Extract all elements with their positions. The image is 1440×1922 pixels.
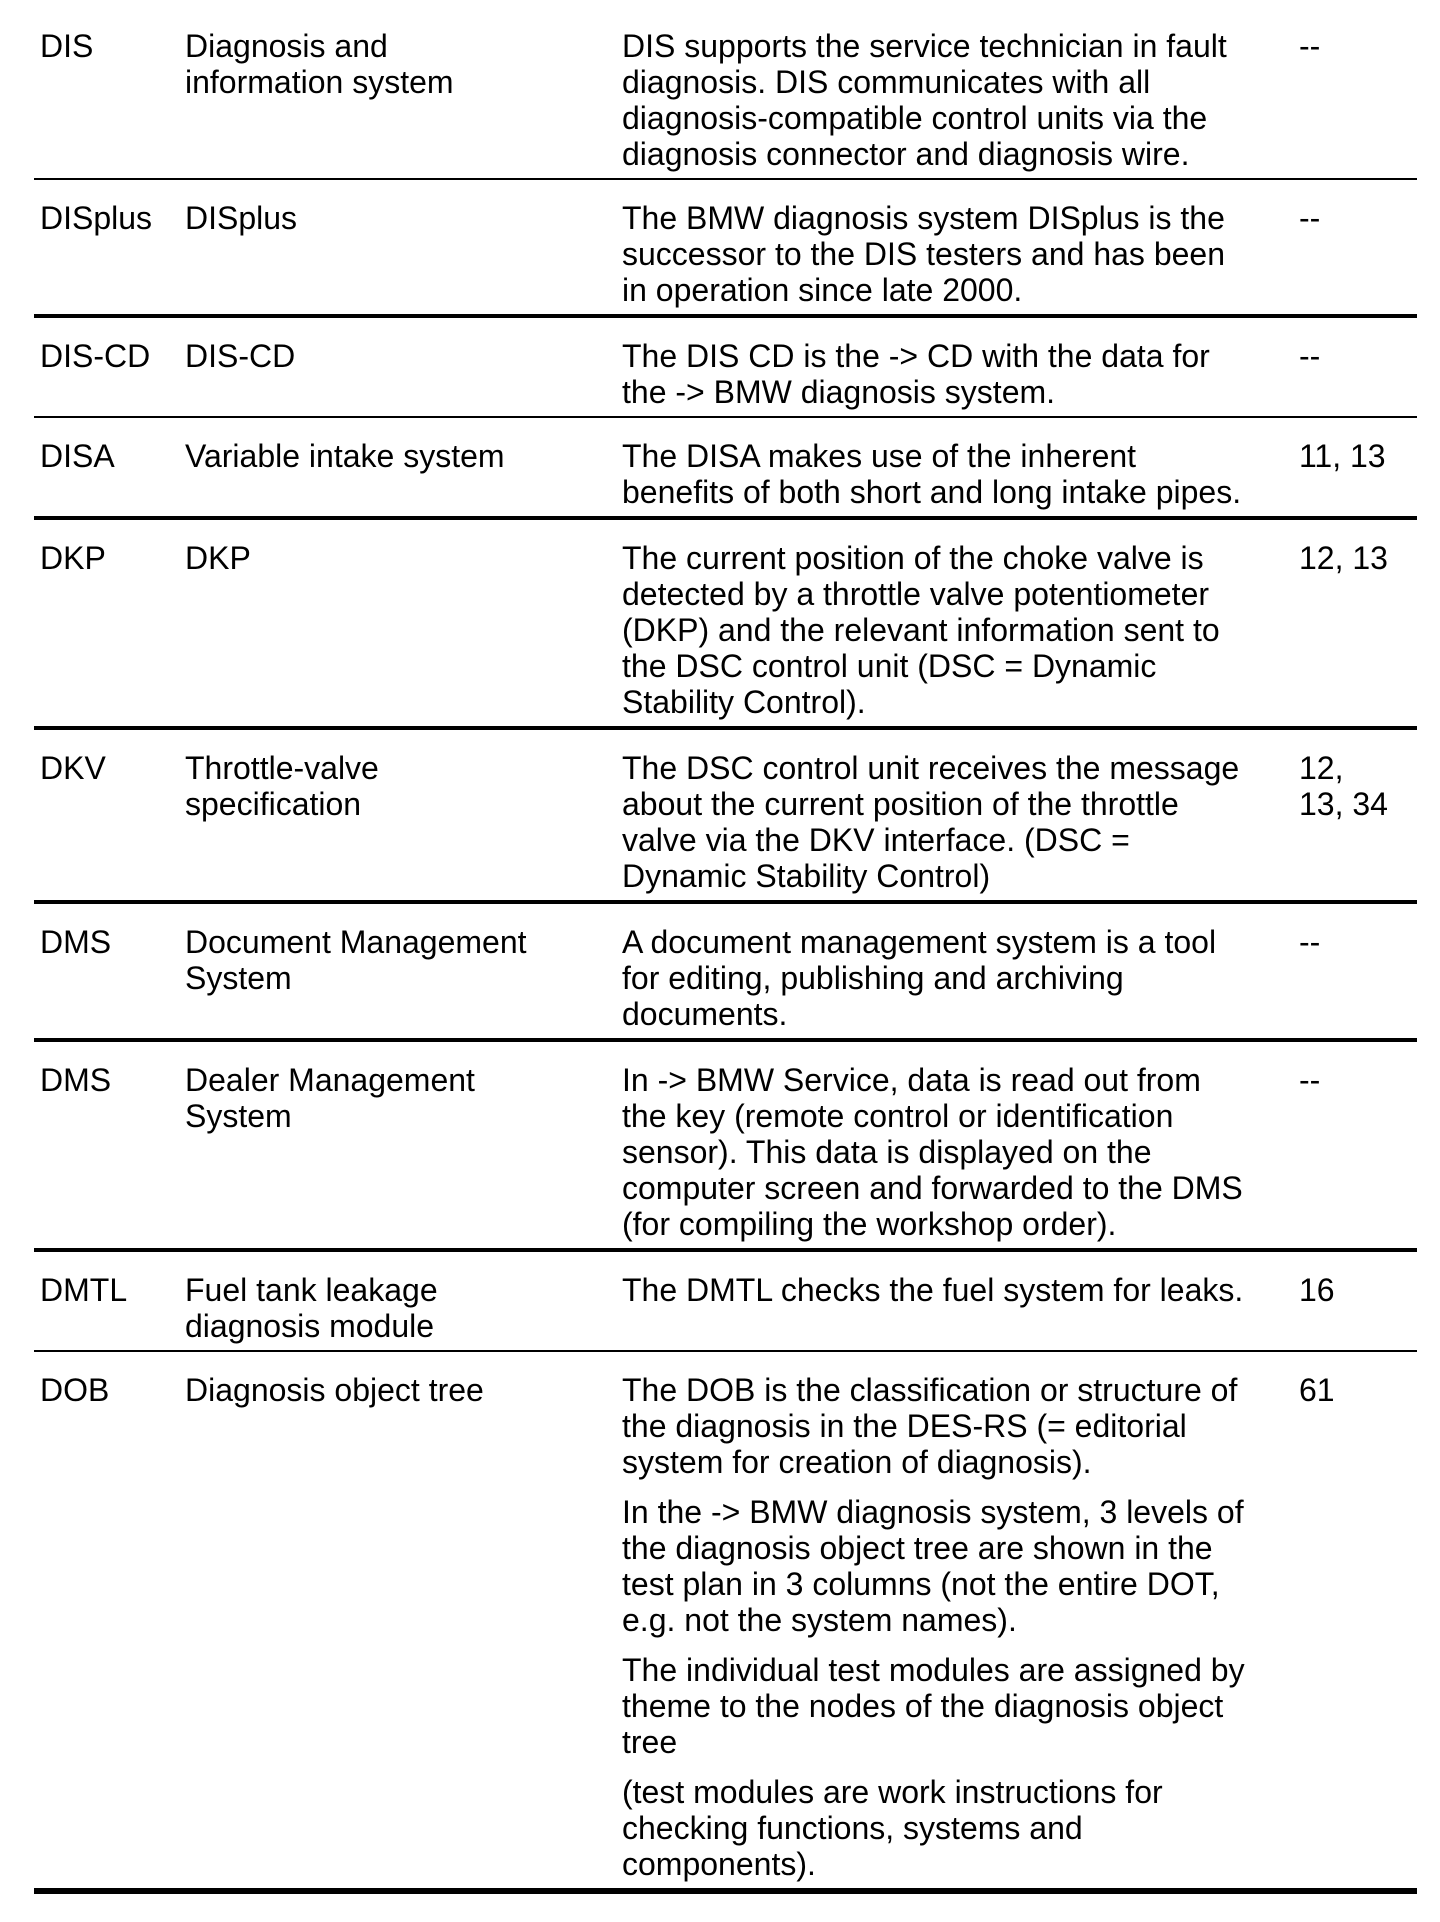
abbreviation-cell: DKP bbox=[40, 540, 106, 576]
description-paragraph: The DSC control unit receives the message about the current position of the throttle valve via the DKV interface. (DSC = Dynamic Stability Control) bbox=[622, 750, 1240, 894]
term-cell: DISplus bbox=[185, 200, 298, 236]
term-cell: Diagnosis object tree bbox=[185, 1372, 484, 1408]
description-paragraph: DIS supports the service technician in fault diagnosis. DIS communicates with all diagnosis-compatible control units via the diagnosis connector and diagnosis wire. bbox=[622, 28, 1227, 172]
term-cell: Diagnosis and information system bbox=[185, 28, 454, 100]
abbreviation-cell: DIS-CD bbox=[40, 338, 151, 374]
description-paragraph: The current position of the choke valve is detected by a throttle valve potentiometer (DKP) and the relevant information sent to the DSC control unit (DSC = Dynamic Stability Control). bbox=[622, 540, 1220, 720]
description-cell bbox=[622, 924, 1299, 1032]
pages-cell: -- bbox=[1299, 338, 1321, 374]
table-row bbox=[34, 904, 1417, 1042]
abbreviation-cell: DMS bbox=[40, 924, 112, 960]
pages-cell: -- bbox=[1299, 28, 1321, 64]
term-cell: DIS-CD bbox=[185, 338, 296, 374]
pages-cell: -- bbox=[1299, 1062, 1321, 1098]
abbreviation-cell: DMS bbox=[40, 1062, 112, 1098]
glossary-table bbox=[34, 8, 1417, 1894]
abbreviation-cell: DISplus bbox=[40, 200, 153, 236]
term-cell: Throttle-valve specification bbox=[185, 750, 379, 822]
pages-cell: 16 bbox=[1299, 1272, 1335, 1308]
pages-cell: -- bbox=[1299, 200, 1321, 236]
abbreviation-cell: DKV bbox=[40, 750, 106, 786]
table-row bbox=[34, 180, 1417, 318]
pages-cell: -- bbox=[1299, 924, 1321, 960]
table-row bbox=[34, 318, 1417, 418]
pages-cell: 12, 13, 34 bbox=[1299, 750, 1388, 822]
pages-cell: 61 bbox=[1299, 1372, 1335, 1408]
description-paragraph: A document management system is a tool for editing, publishing and archiving documents. bbox=[622, 924, 1217, 1032]
description-cell bbox=[622, 1272, 1299, 1344]
description-paragraph: The individual test modules are assigned by theme to the nodes of the diagnosis object tree bbox=[622, 1652, 1245, 1760]
term-cell: Fuel tank leakage diagnosis module bbox=[185, 1272, 438, 1344]
abbreviation-cell: DISA bbox=[40, 438, 115, 474]
description-paragraph: The DOB is the classification or structure of the diagnosis in the DES-RS (= editorial system for creation of diagnosis). bbox=[622, 1372, 1238, 1480]
term-cell: DKP bbox=[185, 540, 251, 576]
table-row bbox=[34, 1352, 1417, 1894]
description-cell bbox=[622, 1062, 1299, 1242]
description-cell bbox=[622, 338, 1299, 410]
pages-cell: 11, 13 bbox=[1299, 438, 1386, 474]
description-paragraph: The BMW diagnosis system DISplus is the successor to the DIS testers and has been in operation since late 2000. bbox=[622, 200, 1225, 308]
description-cell bbox=[622, 200, 1299, 308]
description-cell bbox=[622, 28, 1299, 172]
table-row bbox=[34, 520, 1417, 730]
abbreviation-cell: DIS bbox=[40, 28, 94, 64]
table-row bbox=[34, 1252, 1417, 1352]
description-paragraph: In -> BMW Service, data is read out from the key (remote control or identification sensor). This data is displayed on the computer screen and forwarded to the DMS (for compiling the workshop order). bbox=[622, 1062, 1243, 1242]
description-paragraph: The DISA makes use of the inherent benefits of both short and long intake pipes. bbox=[622, 438, 1242, 510]
table-row bbox=[34, 730, 1417, 904]
table-row bbox=[34, 418, 1417, 520]
table-row bbox=[34, 8, 1417, 180]
description-paragraph: The DIS CD is the -> CD with the data for the -> BMW diagnosis system. bbox=[622, 338, 1210, 410]
description-cell bbox=[622, 1372, 1299, 1882]
description-paragraph: In the -> BMW diagnosis system, 3 levels of the diagnosis object tree are shown in the test plan in 3 columns (not the entire DOT, e.g. not the system names). bbox=[622, 1494, 1244, 1638]
description-paragraph: The DMTL checks the fuel system for leaks. bbox=[622, 1272, 1244, 1308]
description-cell bbox=[622, 438, 1299, 510]
term-cell: Variable intake system bbox=[185, 438, 505, 474]
table-row bbox=[34, 1042, 1417, 1252]
abbreviation-cell: DMTL bbox=[40, 1272, 128, 1308]
term-cell: Dealer Management System bbox=[185, 1062, 475, 1134]
pages-cell: 12, 13 bbox=[1299, 540, 1388, 576]
description-paragraph: (test modules are work instructions for checking functions, systems and components). bbox=[622, 1774, 1163, 1882]
abbreviation-cell: DOB bbox=[40, 1372, 110, 1408]
description-cell bbox=[622, 540, 1299, 720]
term-cell: Document Management System bbox=[185, 924, 527, 996]
description-cell bbox=[622, 750, 1299, 894]
